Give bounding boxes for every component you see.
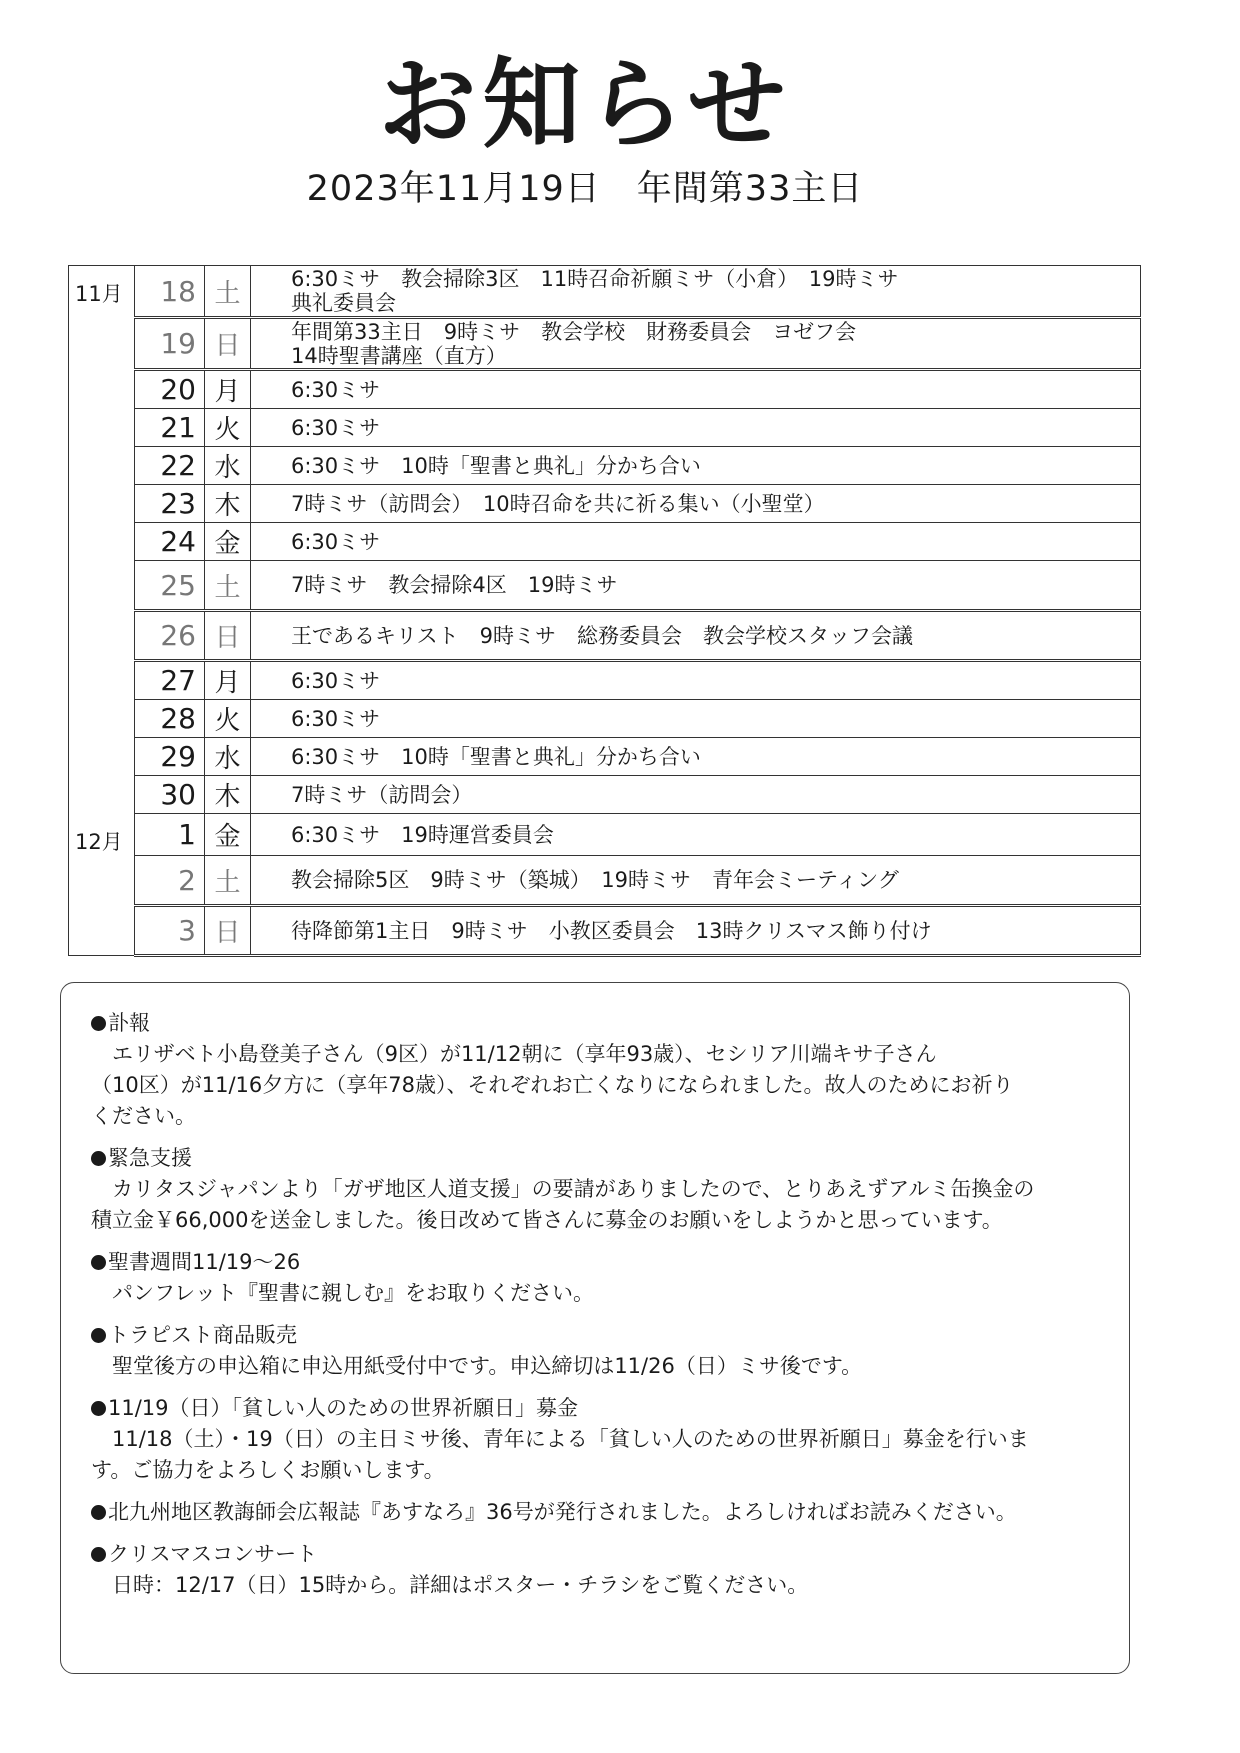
schedule-events [251,856,1141,906]
schedule-event-line: 6:30ミサ [291,529,381,554]
schedule-row [69,561,1141,611]
schedule-event-line: 6:30ミサ 10時「聖書と典礼」分かち合い [291,453,701,478]
notice-body-line: 聖堂後方の申込箱に申込用紙受付中です。申込締切は11/26（日）ミサ後です。 [91,1354,863,1378]
schedule-day: 23 [135,485,205,523]
schedule-events [251,661,1141,700]
notice-heading-row [91,1319,1099,1351]
schedule-event-line: 典礼委員会 [291,291,396,315]
schedule-row [69,318,1141,370]
schedule-events [251,776,1141,814]
schedule-weekday: 土 [205,856,251,906]
bullet-icon [91,1151,106,1166]
schedule-day: 27 [135,661,205,700]
schedule-row [69,906,1141,956]
schedule-day: 1 [135,814,205,856]
schedule-events [251,370,1141,409]
schedule-month [69,611,135,661]
notice-heading-row [91,1007,1099,1039]
schedule-row [69,447,1141,485]
notice-item [91,1246,1099,1309]
notice-body-line: 日時：12/17（日）15時から。詳細はポスター・チラシをご覧ください。 [91,1573,809,1597]
schedule-weekday: 火 [205,700,251,738]
notice-box [60,982,1130,1674]
schedule-event-line: 6:30ミサ 19時運営委員会 [291,822,554,847]
schedule-events [251,611,1141,661]
schedule-weekday: 火 [205,409,251,447]
schedule-day: 19 [135,318,205,370]
notice-heading: 緊急支援 [108,1146,192,1170]
schedule-month [69,485,135,523]
schedule-row [69,266,1141,318]
notice-body-line: 11/18（土）・19（日）の主日ミサ後、青年による「貧しい人のための世界祈願日」募金を行いま [91,1427,1029,1451]
schedule-events [251,409,1141,447]
page-title: お知らせ [378,48,792,162]
schedule-month [69,906,135,956]
schedule-event-line: 7時ミサ（訪問会） 10時召命を共に祈る集い（小聖堂） [291,491,825,516]
schedule-day: 29 [135,738,205,776]
schedule-events [251,318,1141,370]
notice-item [91,1007,1099,1132]
schedule-event-line: 7時ミサ 教会掃除4区 19時ミサ [291,573,618,597]
schedule-month [69,856,135,906]
notice-heading-row [91,1246,1099,1278]
notice-heading-row [91,1496,1099,1528]
schedule-events [251,447,1141,485]
schedule-events [251,485,1141,523]
schedule-weekday: 日 [205,906,251,956]
schedule-weekday: 月 [205,661,251,700]
schedule-weekday: 金 [205,523,251,561]
bullet-icon [91,1328,106,1343]
schedule-row [69,776,1141,814]
schedule-month [69,661,135,700]
schedule-event-line: 6:30ミサ 10時「聖書と典礼」分かち合い [291,744,701,769]
notice-heading: 聖書週間11/19～26 [108,1250,301,1274]
schedule-month [69,561,135,611]
schedule-event-line: 王であるキリスト 9時ミサ 総務委員会 教会学校スタッフ会議 [291,623,913,648]
schedule-event-line: 教会掃除5区 9時ミサ（築城） 19時ミサ 青年会ミーティング [291,868,899,892]
schedule-weekday: 金 [205,814,251,856]
schedule-month [69,447,135,485]
schedule-events [251,266,1141,318]
notice-heading: クリスマスコンサート [108,1542,318,1566]
schedule-event-line: 6:30ミサ [291,668,381,693]
schedule-event-line: 6:30ミサ [291,415,381,440]
schedule-weekday: 水 [205,447,251,485]
schedule-weekday: 木 [205,776,251,814]
notice-item [91,1392,1099,1486]
schedule-row [69,738,1141,776]
schedule-month [69,776,135,814]
schedule-row [69,409,1141,447]
notice-body-line: エリザベト小島登美子さん（9区）が11/12朝に（享年93歳）、セシリア川端キサ子さん [91,1042,937,1066]
notice-body-line: ください。 [91,1104,196,1128]
notice-item [91,1319,1099,1382]
schedule-day: 3 [135,906,205,956]
schedule-month [69,523,135,561]
schedule-day: 21 [135,409,205,447]
schedule-event-line: 14時聖書講座（直方） [291,343,507,368]
schedule-events [251,814,1141,856]
schedule-day: 25 [135,561,205,611]
bullet-icon [91,1547,106,1562]
schedule-event-line: 7時ミサ（訪問会） [291,782,473,807]
schedule-weekday: 日 [205,611,251,661]
schedule-day: 2 [135,856,205,906]
schedule-row [69,370,1141,409]
schedule-row [69,856,1141,906]
schedule-month [69,370,135,409]
schedule-events [251,561,1141,611]
notice-body-line: す。ご協力をよろしくお願いします。 [91,1458,445,1482]
schedule-month: 11月 [69,266,135,318]
bullet-icon [91,1016,106,1031]
schedule-row [69,611,1141,661]
schedule-day: 24 [135,523,205,561]
schedule-event-line: 6:30ミサ [291,377,381,402]
schedule-row [69,700,1141,738]
schedule-month [69,409,135,447]
schedule-row [69,523,1141,561]
bullet-icon [91,1401,106,1416]
notice-heading: 訃報 [108,1011,150,1035]
bullet-icon [91,1255,106,1270]
notice-heading-row [91,1142,1099,1174]
notice-heading: トラピスト商品販売 [108,1323,297,1347]
schedule-event-line: 待降節第1主日 9時ミサ 小教区委員会 13時クリスマス飾り付け [291,918,932,943]
schedule-month [69,318,135,370]
schedule-weekday: 水 [205,738,251,776]
notice-heading-row [91,1392,1099,1424]
schedule-events [251,523,1141,561]
notice-item [91,1538,1099,1601]
schedule-day: 28 [135,700,205,738]
schedule-events [251,738,1141,776]
schedule-table [68,265,1141,957]
schedule-weekday: 土 [205,266,251,318]
notice-item [91,1142,1099,1236]
schedule-row [69,485,1141,523]
notice-body-line: 積立金￥66,000を送金しました。後日改めて皆さんに募金のお願いをしようかと思っています。 [91,1208,1003,1232]
schedule-month [69,700,135,738]
notice-heading: 北九州地区教誨師会広報誌『あすなろ』36号が発行されました。よろしければお読みください。 [108,1500,1017,1524]
notice-item [91,1496,1099,1528]
schedule-month [69,738,135,776]
notice-heading: 11/19（日）「貧しい人のための世界祈願日」募金 [108,1396,579,1420]
page-subtitle: 2023年11月19日 年間第33主日 [306,169,864,209]
notice-heading-row [91,1538,1099,1570]
schedule-row [69,814,1141,856]
schedule-events [251,700,1141,738]
schedule-day: 26 [135,611,205,661]
schedule-month: 12月 [69,814,135,856]
schedule-event-line: 6:30ミサ 教会掃除3区 11時召命祈願ミサ（小倉） 19時ミサ [291,267,899,291]
schedule-day: 22 [135,447,205,485]
schedule-event-line: 年間第33主日 9時ミサ 教会学校 財務委員会 ヨゼフ会 [291,319,857,344]
schedule-day: 18 [135,266,205,318]
schedule-day: 30 [135,776,205,814]
schedule-row [69,661,1141,700]
schedule-weekday: 木 [205,485,251,523]
notice-body-line: パンフレット『聖書に親しむ』をお取りください。 [91,1281,594,1305]
schedule-day: 20 [135,370,205,409]
notice-body-line: カリタスジャパンより「ガザ地区人道支援」の要請がありましたので、とりあえずアルミ缶換金の [91,1177,1035,1201]
notice-body-line: （10区）が11/16夕方に（享年78歳）、それぞれお亡くなりになられました。故人のためにお祈り [91,1073,1014,1097]
schedule-events [251,906,1141,956]
schedule-weekday: 月 [205,370,251,409]
schedule-weekday: 日 [205,318,251,370]
schedule-event-line: 6:30ミサ [291,706,381,731]
bullet-icon [91,1505,106,1520]
schedule-weekday: 土 [205,561,251,611]
